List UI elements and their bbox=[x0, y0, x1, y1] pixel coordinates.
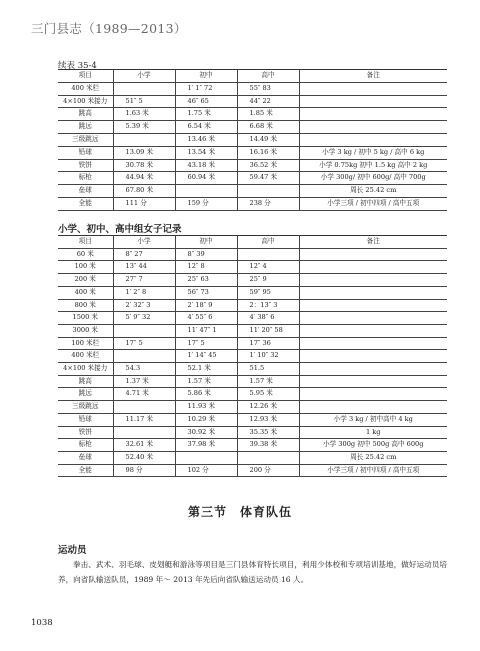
record-cell: 2：13″ 3 bbox=[237, 299, 299, 312]
table-row bbox=[58, 159, 447, 172]
record-cell: 46″ 65 bbox=[175, 95, 237, 108]
note-cell bbox=[299, 350, 447, 363]
record-cell: 8″ 39 bbox=[175, 248, 237, 261]
record-cell bbox=[113, 133, 175, 146]
column-header: 小学 bbox=[113, 70, 175, 83]
column-header: 初中 bbox=[175, 236, 237, 249]
record-cell: 1.37 米 bbox=[113, 375, 175, 388]
table-row bbox=[58, 197, 447, 210]
note-cell: 周长 25.42 cm bbox=[299, 451, 447, 464]
record-cell: 17″ 5 bbox=[175, 337, 237, 350]
record-cell: 37.98 米 bbox=[175, 439, 237, 452]
event-cell: 4×100 米接力 bbox=[63, 364, 108, 373]
table-row bbox=[58, 172, 447, 185]
note-cell: 小学 3 kg / 初中高中 4 kg bbox=[299, 413, 447, 426]
record-cell: 55″ 83 bbox=[237, 82, 299, 95]
note-cell bbox=[299, 95, 447, 108]
record-cell: 2′ 18″ 9 bbox=[175, 299, 237, 312]
record-cell: 10.29 米 bbox=[175, 413, 237, 426]
record-cell: 44.94 米 bbox=[113, 172, 175, 185]
record-cell: 59.47 米 bbox=[237, 172, 299, 185]
event-cell: 400 米栏 bbox=[71, 351, 100, 360]
note-cell bbox=[299, 363, 447, 376]
note-cell bbox=[299, 286, 447, 299]
record-cell: 6.68 米 bbox=[237, 121, 299, 134]
column-header: 项目 bbox=[78, 237, 92, 245]
event-cell: 标枪 bbox=[78, 173, 92, 182]
record-cell: 1′ 2″ 8 bbox=[113, 286, 175, 299]
note-cell bbox=[299, 375, 447, 388]
note-cell: 小学 3 kg / 初中 5 kg / 高中 6 kg bbox=[299, 146, 447, 159]
table-row bbox=[58, 95, 447, 108]
record-cell: 12.93 米 bbox=[237, 413, 299, 426]
event-cell: 跳高 bbox=[78, 109, 92, 118]
record-cell: 25″ 63 bbox=[175, 274, 237, 287]
record-cell bbox=[237, 248, 299, 261]
records-table-continued bbox=[58, 69, 447, 211]
event-cell: 三级跳远 bbox=[72, 134, 99, 143]
note-cell bbox=[299, 401, 447, 414]
table-row bbox=[58, 312, 447, 325]
event-cell: 跳远 bbox=[78, 389, 92, 398]
record-cell: 25″ 9 bbox=[237, 274, 299, 287]
table-row bbox=[58, 185, 447, 198]
record-cell: 17″ 5 bbox=[113, 337, 175, 350]
note-cell: 小学 300g 初中 500g 高中 600g bbox=[299, 439, 447, 452]
event-cell: 垒球 bbox=[78, 186, 92, 195]
table-row bbox=[58, 248, 447, 261]
girls-records-table bbox=[58, 235, 447, 477]
table-row bbox=[58, 261, 447, 274]
event-cell: 铁饼 bbox=[78, 160, 92, 169]
table-row bbox=[58, 274, 447, 287]
record-cell: 11′ 47″ 1 bbox=[175, 324, 237, 337]
note-cell bbox=[299, 248, 447, 261]
note-cell bbox=[299, 337, 447, 350]
record-cell bbox=[113, 426, 175, 439]
record-cell: 59″ 95 bbox=[237, 286, 299, 299]
note-cell bbox=[299, 299, 447, 312]
event-cell: 三级跳远 bbox=[72, 402, 99, 411]
record-cell: 4′ 38″ 6 bbox=[237, 312, 299, 325]
record-cell: 35.35 米 bbox=[237, 426, 299, 439]
note-cell bbox=[299, 312, 447, 325]
record-cell: 32.61 米 bbox=[113, 439, 175, 452]
record-cell bbox=[237, 451, 299, 464]
body-paragraph: 拳击、武术、羽毛球、皮划艇和游泳等项目是三门县体育特长项目，利用少体校和专项培训基地，做好运动员培养，向省队输送队员，1989 年～ 2013 年先后向省队输送运动员 16 人。 bbox=[58, 560, 447, 584]
event-cell: 60 米 bbox=[76, 249, 94, 258]
event-cell: 3000 米 bbox=[72, 325, 98, 334]
record-cell: 12.26 米 bbox=[237, 401, 299, 414]
note-cell bbox=[299, 388, 447, 401]
record-cell bbox=[113, 82, 175, 95]
table-row bbox=[58, 108, 447, 121]
record-cell bbox=[175, 185, 237, 198]
note-cell bbox=[299, 82, 447, 95]
record-cell: 200 分 bbox=[237, 464, 299, 477]
table-row bbox=[58, 82, 447, 95]
record-cell: 5.86 米 bbox=[175, 388, 237, 401]
note-cell: 小学 300g/ 初中 600g/ 高中 700g bbox=[299, 172, 447, 185]
record-cell bbox=[113, 401, 175, 414]
note-cell: 小学 0.75kg 初中 1.5 kg 高中 2 kg bbox=[299, 159, 447, 172]
record-cell: 98 分 bbox=[113, 464, 175, 477]
event-cell: 1500 米 bbox=[72, 313, 98, 322]
record-cell: 102 分 bbox=[175, 464, 237, 477]
record-cell: 12″ 8 bbox=[175, 261, 237, 274]
column-header: 高中 bbox=[237, 70, 299, 83]
note-cell: 小学三项 / 初中四项 / 高中五项 bbox=[299, 464, 447, 477]
event-cell: 4×100 米接力 bbox=[63, 96, 108, 105]
record-cell: 4.71 米 bbox=[113, 388, 175, 401]
record-cell: 1′ 1″ 72 bbox=[175, 82, 237, 95]
record-cell bbox=[175, 451, 237, 464]
table-row bbox=[58, 324, 447, 337]
event-cell: 全能 bbox=[78, 465, 92, 474]
table-row bbox=[58, 350, 447, 363]
table1-caption: 续表 35-4 bbox=[58, 61, 97, 71]
table-row bbox=[58, 401, 447, 414]
event-cell: 标枪 bbox=[78, 440, 92, 449]
event-cell: 100 米 bbox=[74, 262, 96, 271]
record-cell: 51.5 bbox=[237, 363, 299, 376]
record-cell: 52.1 米 bbox=[175, 363, 237, 376]
record-cell: 159 分 bbox=[175, 197, 237, 210]
event-cell: 跳高 bbox=[78, 376, 92, 385]
record-cell: 13.54 米 bbox=[175, 146, 237, 159]
column-header: 项目 bbox=[78, 71, 92, 79]
table-row bbox=[58, 439, 447, 452]
event-cell: 800 米 bbox=[74, 300, 96, 309]
record-cell: 1.63 米 bbox=[113, 108, 175, 121]
record-cell: 1.85 米 bbox=[237, 108, 299, 121]
record-cell: 1.57 米 bbox=[175, 375, 237, 388]
record-cell: 12″ 4 bbox=[237, 261, 299, 274]
page-number: 1038 bbox=[31, 618, 53, 628]
record-cell bbox=[113, 350, 175, 363]
record-cell: 52.40 米 bbox=[113, 451, 175, 464]
table2-title: 小学、初中、高中组女子记录 bbox=[58, 224, 182, 235]
record-cell: 60.94 米 bbox=[175, 172, 237, 185]
record-cell: 1′ 14″ 45 bbox=[175, 350, 237, 363]
table-row bbox=[58, 133, 447, 146]
record-cell: 43.18 米 bbox=[175, 159, 237, 172]
table-row bbox=[58, 426, 447, 439]
event-cell: 跳远 bbox=[78, 122, 92, 131]
record-cell bbox=[113, 324, 175, 337]
table-row bbox=[58, 464, 447, 477]
record-cell: 13.09 米 bbox=[113, 146, 175, 159]
event-cell: 400 米 bbox=[74, 287, 96, 296]
event-cell: 铁饼 bbox=[78, 427, 92, 436]
record-cell: 5.95 米 bbox=[237, 388, 299, 401]
record-cell: 13.46 米 bbox=[175, 133, 237, 146]
record-cell: 51″ 5 bbox=[113, 95, 175, 108]
record-cell: 17″ 36 bbox=[237, 337, 299, 350]
subsection-title: 运动员 bbox=[58, 545, 87, 556]
event-cell: 全能 bbox=[78, 198, 92, 207]
record-cell: 13″ 44 bbox=[113, 261, 175, 274]
running-header: 三门县志（1989—2013） bbox=[31, 21, 187, 36]
table-row bbox=[58, 413, 447, 426]
event-cell: 400 米栏 bbox=[71, 83, 100, 92]
record-cell: 67.80 米 bbox=[113, 185, 175, 198]
note-cell: 1 kg bbox=[299, 426, 447, 439]
record-cell: 8″ 27 bbox=[113, 248, 175, 261]
table-row bbox=[58, 146, 447, 159]
record-cell: 6.54 米 bbox=[175, 121, 237, 134]
record-cell: 30.78 米 bbox=[113, 159, 175, 172]
event-cell: 200 米 bbox=[74, 275, 96, 284]
table-row bbox=[58, 375, 447, 388]
record-cell: 27″ 7 bbox=[113, 274, 175, 287]
record-cell: 1′ 10″ 32 bbox=[237, 350, 299, 363]
column-header: 初中 bbox=[175, 70, 237, 83]
record-cell: 16.16 米 bbox=[237, 146, 299, 159]
table-header-row bbox=[58, 70, 447, 83]
event-cell: 100 米栏 bbox=[71, 338, 100, 347]
table-header-row bbox=[58, 236, 447, 249]
event-cell: 铅球 bbox=[78, 147, 92, 156]
record-cell: 1.75 米 bbox=[175, 108, 237, 121]
record-cell: 36.52 米 bbox=[237, 159, 299, 172]
note-cell bbox=[299, 324, 447, 337]
record-cell: 11.17 米 bbox=[113, 413, 175, 426]
record-cell: 5′ 9″ 32 bbox=[113, 312, 175, 325]
column-header: 备注 bbox=[299, 236, 447, 249]
record-cell: 11.93 米 bbox=[175, 401, 237, 414]
record-cell: 1.57 米 bbox=[237, 375, 299, 388]
record-cell bbox=[237, 185, 299, 198]
table-row bbox=[58, 299, 447, 312]
table-row bbox=[58, 451, 447, 464]
column-header: 备注 bbox=[299, 70, 447, 83]
table-row bbox=[58, 286, 447, 299]
column-header: 高中 bbox=[237, 236, 299, 249]
note-cell bbox=[299, 121, 447, 134]
note-cell: 小学三项 / 初中四项 / 高中五项 bbox=[299, 197, 447, 210]
note-cell bbox=[299, 133, 447, 146]
record-cell: 111 分 bbox=[113, 197, 175, 210]
record-cell: 56″ 73 bbox=[175, 286, 237, 299]
table-row bbox=[58, 337, 447, 350]
section-title: 第三节 体育队伍 bbox=[187, 505, 292, 519]
note-cell bbox=[299, 274, 447, 287]
record-cell: 14.49 米 bbox=[237, 133, 299, 146]
event-cell: 垒球 bbox=[78, 452, 92, 461]
record-cell: 54.3 bbox=[113, 363, 175, 376]
note-cell bbox=[299, 108, 447, 121]
record-cell: 238 分 bbox=[237, 197, 299, 210]
record-cell: 39.38 米 bbox=[237, 439, 299, 452]
record-cell: 5.39 米 bbox=[113, 121, 175, 134]
note-cell: 周长 25.42 cm bbox=[299, 185, 447, 198]
event-cell: 铅球 bbox=[78, 414, 92, 423]
record-cell: 2′ 32″ 3 bbox=[113, 299, 175, 312]
record-cell: 11′ 20″ 58 bbox=[237, 324, 299, 337]
record-cell: 30.92 米 bbox=[175, 426, 237, 439]
table-row bbox=[58, 363, 447, 376]
note-cell bbox=[299, 261, 447, 274]
record-cell: 44″ 22 bbox=[237, 95, 299, 108]
table-row bbox=[58, 121, 447, 134]
record-cell: 4′ 55″ 6 bbox=[175, 312, 237, 325]
table-row bbox=[58, 388, 447, 401]
column-header: 小学 bbox=[113, 236, 175, 249]
